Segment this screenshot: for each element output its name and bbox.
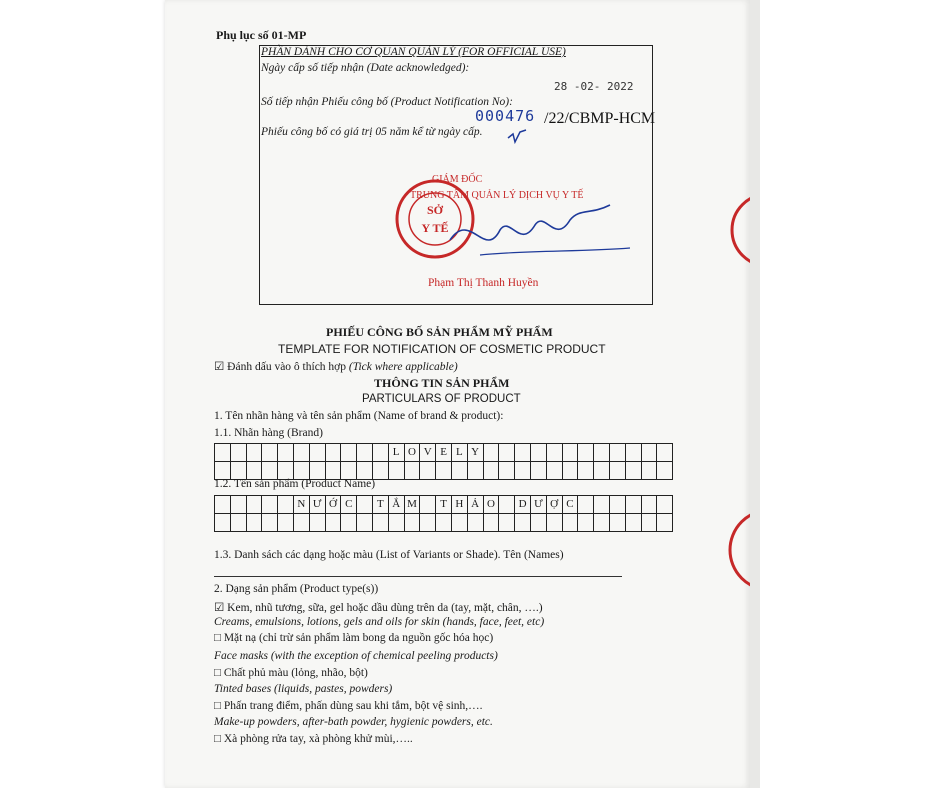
letter-cell bbox=[578, 514, 594, 532]
letter-cell bbox=[468, 462, 484, 480]
letter-cell bbox=[262, 444, 278, 462]
letter-cell: Ư bbox=[310, 496, 326, 514]
letter-cell bbox=[657, 514, 673, 532]
notification-number-handwritten: 000476 bbox=[475, 107, 536, 125]
letter-cell bbox=[452, 462, 468, 480]
letter-cell bbox=[531, 462, 547, 480]
item-product-name-label: 1.2. Tên sản phẩm (Product Name) bbox=[214, 478, 376, 490]
letter-cell bbox=[484, 462, 500, 480]
letter-cell bbox=[657, 496, 673, 514]
letter-cell bbox=[278, 514, 294, 532]
letter-cell bbox=[468, 514, 484, 532]
letter-cell bbox=[405, 514, 421, 532]
appendix-label: Phụ lục số 01-MP bbox=[216, 28, 307, 42]
letter-cell bbox=[642, 496, 658, 514]
letter-cell bbox=[657, 444, 673, 462]
validity-note: Phiếu công bố có giá trị 05 năm kể từ ngày cấp. bbox=[261, 126, 483, 138]
type-creams-vi: ☑ Kem, nhũ tương, sữa, gel hoặc dầu dùng trên da (tay, mặt, chân, ….) bbox=[214, 602, 543, 614]
letter-cell bbox=[373, 444, 389, 462]
letter-cell bbox=[515, 444, 531, 462]
letter-cell: D bbox=[515, 496, 531, 514]
letter-cell bbox=[310, 444, 326, 462]
item-brand-label: 1.1. Nhãn hàng (Brand) bbox=[214, 427, 323, 439]
signature-icon bbox=[440, 200, 640, 270]
letter-cell bbox=[563, 462, 579, 480]
letter-cell bbox=[642, 462, 658, 480]
letter-cell bbox=[357, 444, 373, 462]
letter-cell bbox=[578, 444, 594, 462]
letter-cell bbox=[247, 496, 263, 514]
letter-cell: V bbox=[420, 444, 436, 462]
letter-cell bbox=[626, 514, 642, 532]
letter-cell bbox=[420, 496, 436, 514]
letter-cell bbox=[247, 444, 263, 462]
letter-cell bbox=[436, 462, 452, 480]
letter-cell bbox=[499, 462, 515, 480]
brand-letter-grid bbox=[214, 443, 673, 480]
letter-cell: T bbox=[436, 496, 452, 514]
letter-cell: O bbox=[484, 496, 500, 514]
letter-cell bbox=[642, 514, 658, 532]
letter-cell bbox=[484, 514, 500, 532]
type-masks-vi: □ Mặt nạ (chỉ trừ sản phẩm làm bong da nguồn gốc hóa học) bbox=[214, 632, 494, 644]
letter-cell bbox=[310, 514, 326, 532]
letter-cell bbox=[294, 514, 310, 532]
letter-cell bbox=[231, 514, 247, 532]
letter-cell bbox=[262, 496, 278, 514]
type-soaps-vi: □ Xà phòng rửa tay, xà phòng khử mùi,….. bbox=[214, 733, 413, 745]
letter-cell bbox=[405, 462, 421, 480]
letter-cell: N bbox=[294, 496, 310, 514]
letter-cell bbox=[594, 514, 610, 532]
letter-cell bbox=[563, 444, 579, 462]
letter-cell bbox=[420, 462, 436, 480]
letter-cell bbox=[657, 462, 673, 480]
type-masks-en: Face masks (with the exception of chemical peeling products) bbox=[214, 650, 498, 662]
item-brand-product-name: 1. Tên nhãn hàng và tên sản phẩm (Name of brand & product): bbox=[214, 410, 504, 422]
initial-mark-icon bbox=[506, 128, 528, 146]
letter-cell bbox=[531, 514, 547, 532]
letter-cell bbox=[215, 514, 231, 532]
letter-cell: C bbox=[563, 496, 579, 514]
letter-cell bbox=[531, 444, 547, 462]
form-title: PHIẾU CÔNG BỐ SẢN PHẨM MỸ PHẨM bbox=[326, 325, 553, 339]
letter-cell bbox=[515, 514, 531, 532]
letter-cell bbox=[547, 462, 563, 480]
official-heading: PHẦN DÀNH CHO CƠ QUAN QUẢN LÝ (FOR OFFICIAL USE) bbox=[261, 46, 566, 58]
letter-cell bbox=[642, 444, 658, 462]
letter-cell bbox=[231, 444, 247, 462]
letter-cell bbox=[373, 462, 389, 480]
letter-cell bbox=[357, 514, 373, 532]
letter-cell: L bbox=[452, 444, 468, 462]
letter-cell bbox=[594, 462, 610, 480]
product-letter-grid bbox=[214, 495, 673, 532]
notification-number-code: /22/CBMP-HCM bbox=[544, 110, 656, 127]
letter-cell bbox=[231, 496, 247, 514]
item-variants-label: 1.3. Danh sách các dạng hoặc màu (List of Variants or Shade). Tên (Names) bbox=[214, 549, 564, 561]
letter-cell bbox=[341, 514, 357, 532]
signer-name: Phạm Thị Thanh Huyền bbox=[428, 277, 539, 289]
letter-cell: Y bbox=[468, 444, 484, 462]
letter-cell bbox=[594, 444, 610, 462]
letter-cell bbox=[578, 496, 594, 514]
date-acknowledged-label: Ngày cấp số tiếp nhận (Date acknowledged): bbox=[261, 62, 470, 74]
letter-cell: H bbox=[452, 496, 468, 514]
notification-number-label: Số tiếp nhận Phiếu công bố (Product Notification No): bbox=[261, 96, 513, 108]
tick-instruction: ☑ Đánh dấu vào ô thích hợp (Tick where applicable) bbox=[214, 361, 458, 373]
letter-cell bbox=[262, 514, 278, 532]
letter-cell: L bbox=[389, 444, 405, 462]
letter-cell: T bbox=[373, 496, 389, 514]
letter-cell bbox=[373, 514, 389, 532]
letter-cell bbox=[515, 462, 531, 480]
letter-cell: C bbox=[341, 496, 357, 514]
product-info-subtitle: PARTICULARS OF PRODUCT bbox=[362, 393, 521, 405]
letter-cell bbox=[278, 496, 294, 514]
next-page-edge bbox=[750, 0, 760, 788]
letter-cell bbox=[499, 444, 515, 462]
stamp-title: GIÁM ĐỐC bbox=[432, 174, 483, 185]
letter-cell: O bbox=[405, 444, 421, 462]
letter-cell bbox=[452, 514, 468, 532]
type-powders-vi: □ Phấn trang điểm, phấn dùng sau khi tắm, bột vệ sinh,…. bbox=[214, 700, 483, 712]
letter-cell bbox=[547, 514, 563, 532]
letter-cell bbox=[484, 444, 500, 462]
letter-cell bbox=[499, 514, 515, 532]
type-powders-en: Make-up powders, after-bath powder, hygienic powders, etc. bbox=[214, 716, 493, 728]
letter-cell bbox=[594, 496, 610, 514]
type-tinted-vi: □ Chất phủ màu (lỏng, nhão, bột) bbox=[214, 667, 368, 679]
letter-cell: Ợ bbox=[547, 496, 563, 514]
date-acknowledged-value: 28 -02- 2022 bbox=[554, 80, 634, 93]
letter-cell bbox=[626, 444, 642, 462]
letter-cell bbox=[578, 462, 594, 480]
letter-cell bbox=[215, 496, 231, 514]
svg-text:SỞ: SỞ bbox=[426, 203, 444, 217]
letter-cell bbox=[326, 514, 342, 532]
letter-cell: M bbox=[405, 496, 421, 514]
letter-cell bbox=[326, 444, 342, 462]
type-tinted-en: Tinted bases (liquids, pastes, powders) bbox=[214, 683, 393, 695]
letter-cell bbox=[357, 496, 373, 514]
type-creams-en: Creams, emulsions, lotions, gels and oils for skin (hands, face, feet, etc) bbox=[214, 616, 545, 628]
letter-cell bbox=[436, 514, 452, 532]
letter-cell bbox=[215, 444, 231, 462]
letter-cell bbox=[547, 444, 563, 462]
letter-cell: Ả bbox=[468, 496, 484, 514]
edge-seal-bottom-icon bbox=[728, 505, 750, 595]
item-product-type-label: 2. Dạng sản phẩm (Product type(s)) bbox=[214, 583, 379, 595]
letter-cell bbox=[610, 514, 626, 532]
letter-cell bbox=[389, 514, 405, 532]
edge-seal-top-icon bbox=[728, 190, 750, 270]
letter-cell: E bbox=[436, 444, 452, 462]
letter-cell bbox=[247, 514, 263, 532]
letter-cell bbox=[563, 514, 579, 532]
letter-cell bbox=[499, 496, 515, 514]
letter-cell: Ắ bbox=[389, 496, 405, 514]
letter-cell bbox=[626, 496, 642, 514]
letter-cell bbox=[610, 444, 626, 462]
letter-cell bbox=[610, 496, 626, 514]
form-subtitle: TEMPLATE FOR NOTIFICATION OF COSMETIC PRODUCT bbox=[278, 342, 606, 356]
letter-cell bbox=[610, 462, 626, 480]
letter-cell bbox=[294, 444, 310, 462]
variants-underline bbox=[214, 576, 622, 577]
stamp-organization: TRUNG TÂM QUẢN LÝ DỊCH VỤ Y TẾ bbox=[410, 190, 584, 201]
letter-cell: Ư bbox=[531, 496, 547, 514]
letter-cell bbox=[420, 514, 436, 532]
letter-cell bbox=[341, 444, 357, 462]
product-info-title: THÔNG TIN SẢN PHẨM bbox=[374, 376, 510, 390]
letter-cell bbox=[626, 462, 642, 480]
letter-cell bbox=[389, 462, 405, 480]
svg-text:Y TẾ: Y TẾ bbox=[421, 221, 449, 235]
letter-cell bbox=[278, 444, 294, 462]
letter-cell: Ớ bbox=[326, 496, 342, 514]
